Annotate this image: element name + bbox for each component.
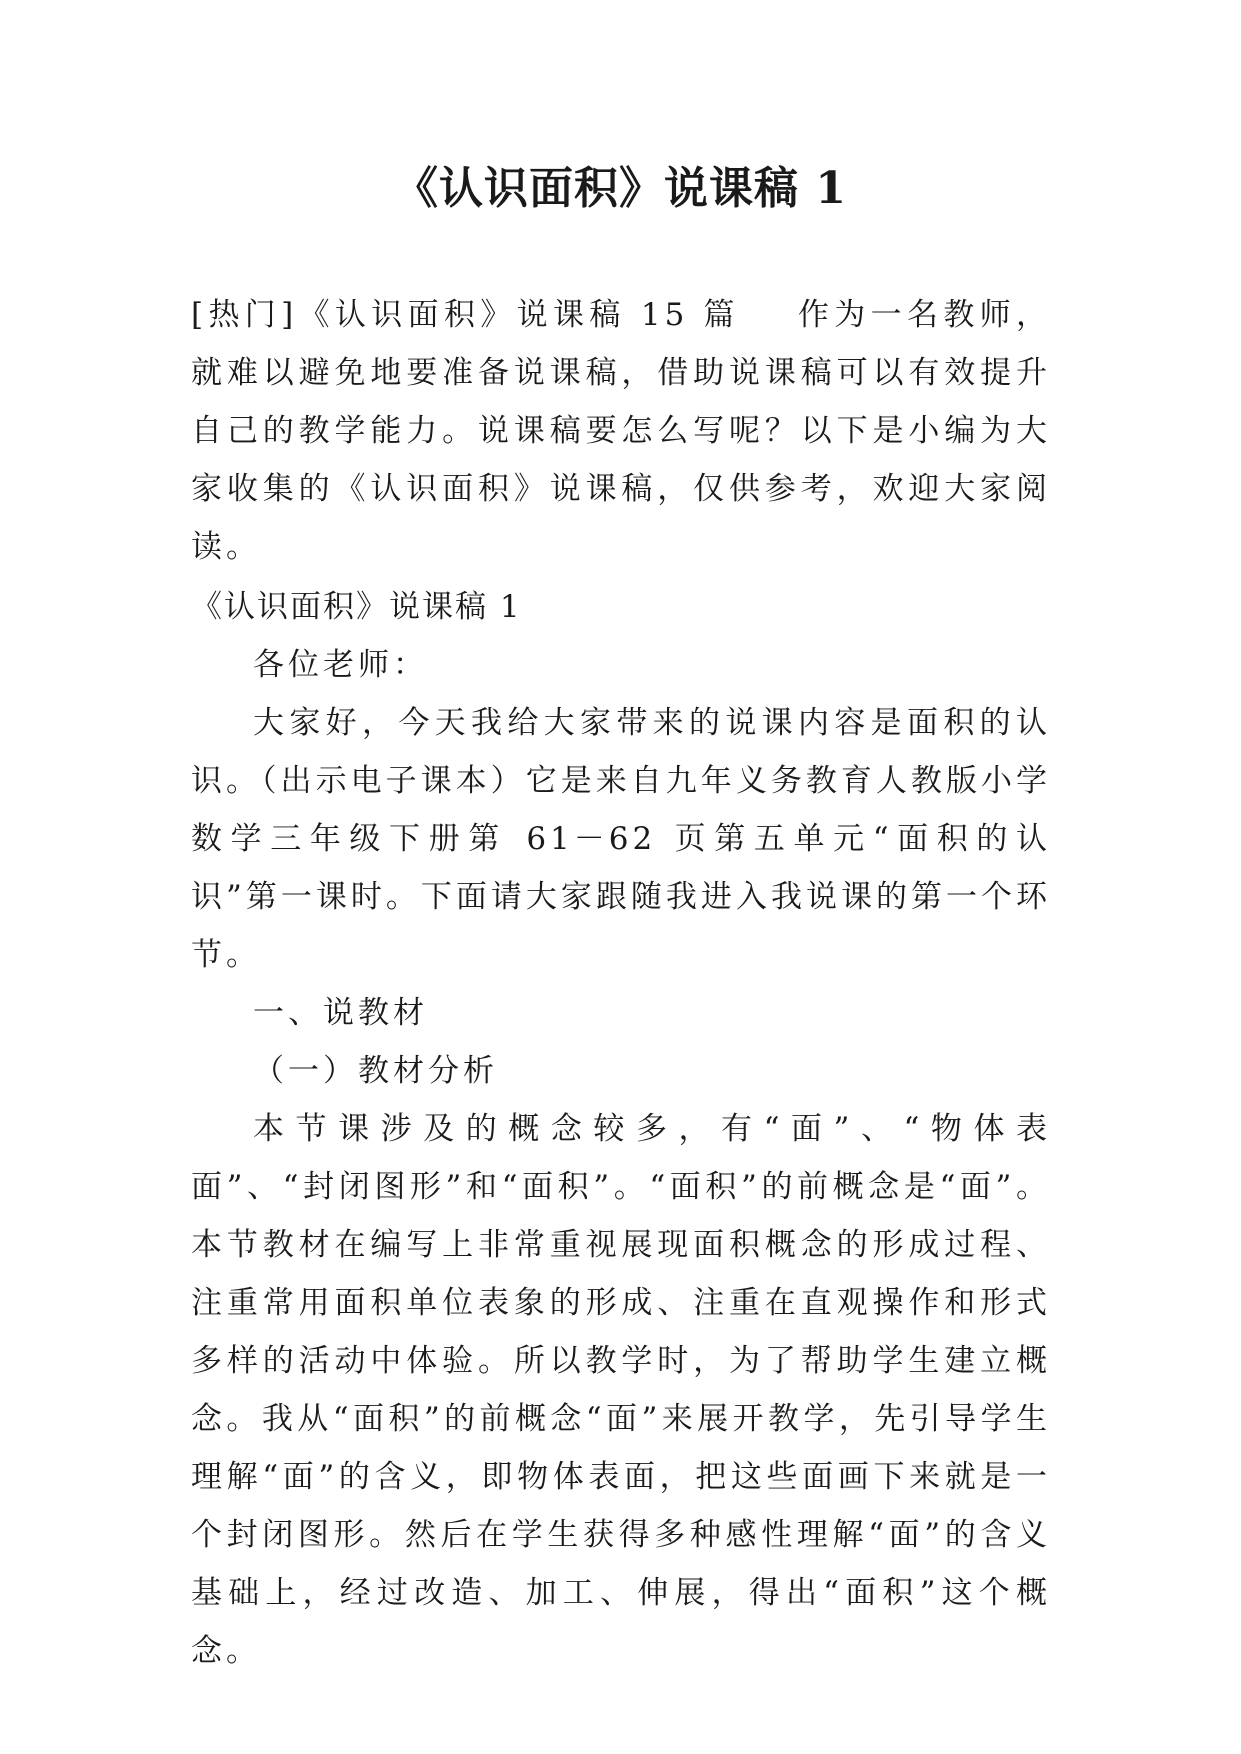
- intro-paragraph: [191, 286, 1051, 576]
- section-body: [191, 578, 1051, 1680]
- sub-1-heading: （一）教材分析: [253, 1053, 498, 1089]
- section-heading: 《认识面积》说课稿 1: [191, 589, 522, 625]
- intro-text: 作为一名教师，就难以避免地要准备说课稿，借助说课稿可以有效提升自己的教学能力。说课稿要怎么写呢？以下是小编为大家收集的《认识面积》说课稿，仅供参考，欢迎大家阅读。: [191, 297, 1052, 565]
- part-1-heading: 一、说教材: [253, 995, 428, 1031]
- intro-prefix: [热门]《认识面积》说课稿 15 篇: [191, 297, 740, 333]
- greeting: 各位老师：: [253, 647, 428, 683]
- paragraph-opening: 大家好，今天我给大家带来的说课内容是面积的认识。（出示电子课本）它是来自九年义务教育人教版小学数学三年级下册第 61－62 页第五单元“面积的认识”第一课时。下面请大家跟随我进入我说课的第一个环节。: [191, 705, 1051, 973]
- paragraph-analysis: 本节课涉及的概念较多，有“面”、“物体表面”、“封闭图形”和“面积”。“面积”的前概念是“面”。本节教材在编写上非常重视展现面积概念的形成过程、注重常用面积单位表象的形成、注重在直观操作和形式多样的活动中体验。所以教学时，为了帮助学生建立概念。我从“面积”的前概念“面”来展开教学，先引导学生理解“面”的含义，即物体表面，把这些面画下来就是一个封闭图形。然后在学生获得多种感性理解“面”的含义基础上，经过改造、加工、伸展，得出“面积”这个概念。: [191, 1111, 1051, 1669]
- document-title: 《认识面积》说课稿 1: [394, 163, 847, 214]
